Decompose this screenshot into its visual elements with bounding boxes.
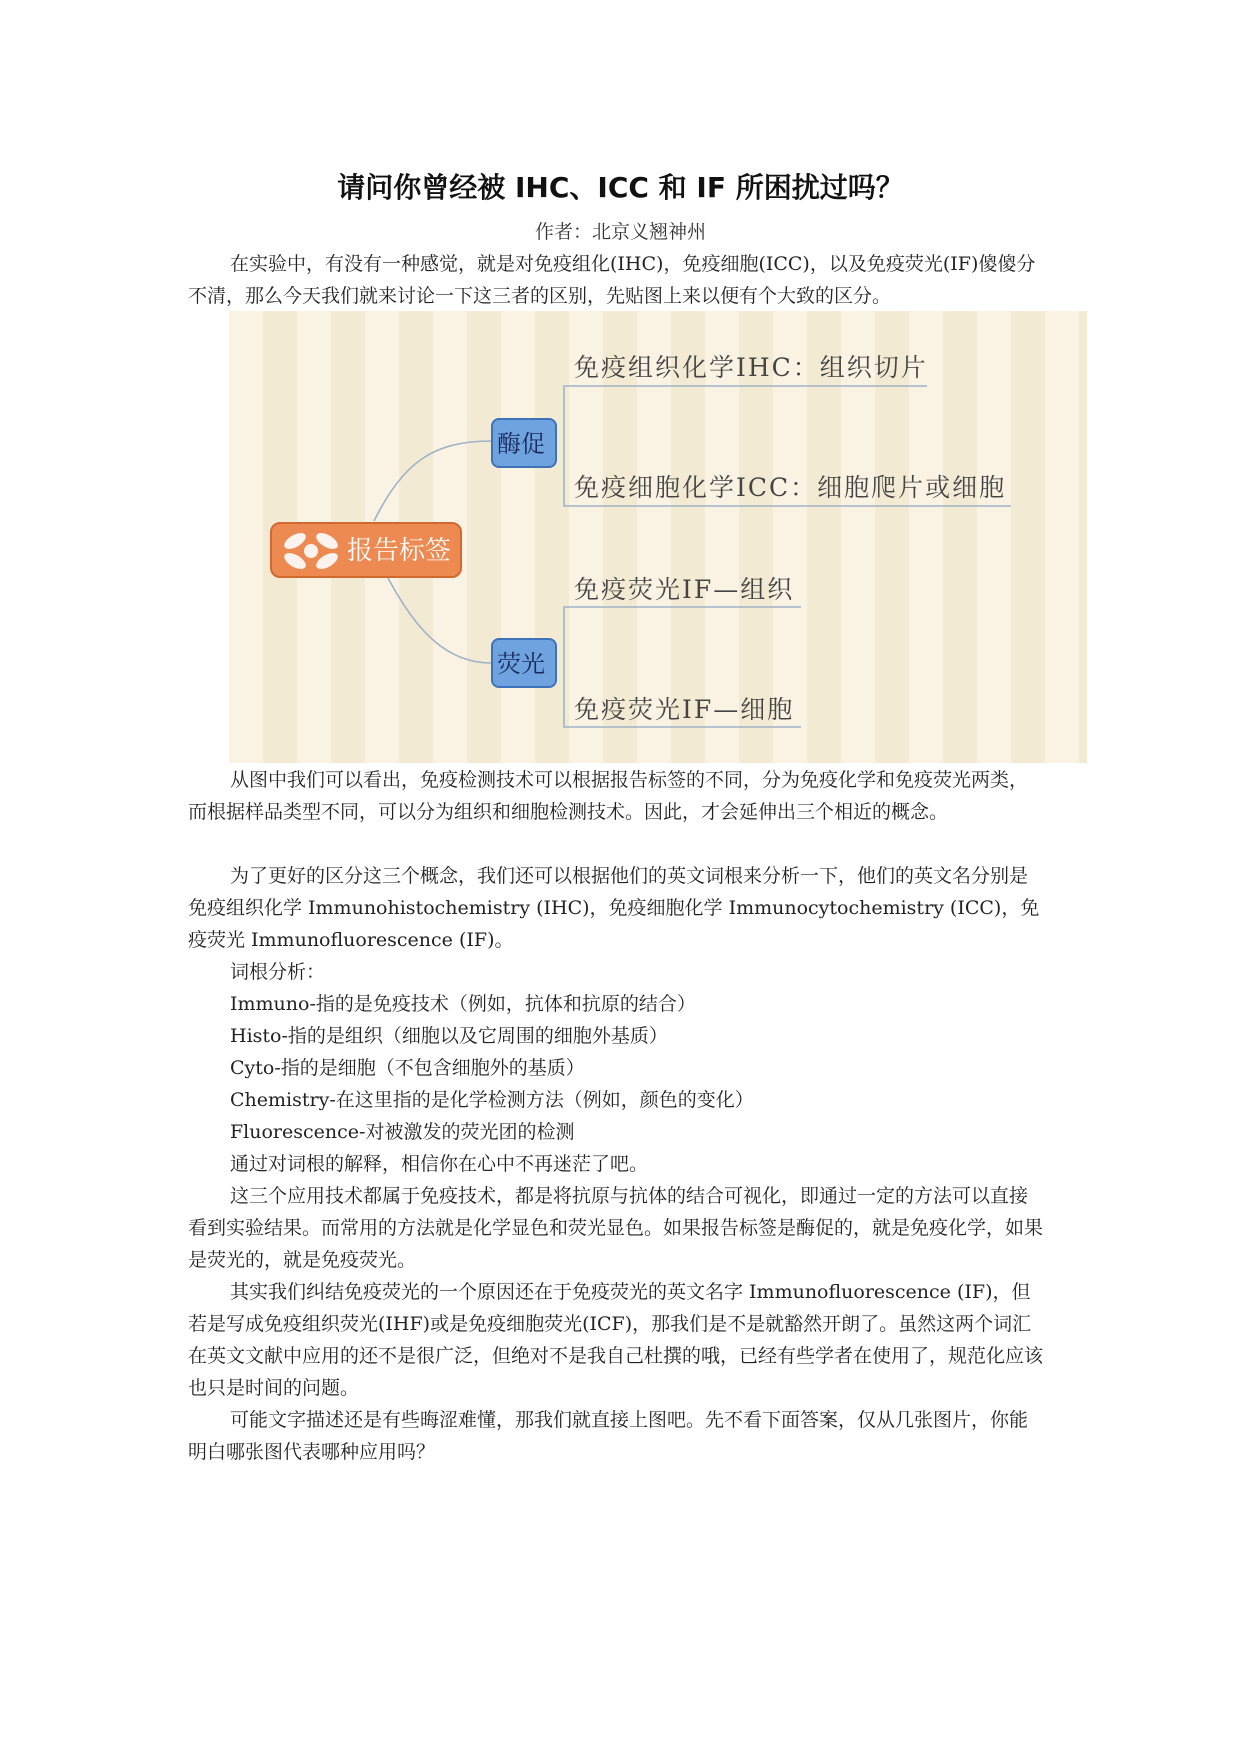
branch-label-fluor: 荧光 — [497, 650, 545, 678]
paragraph-4-text: 这三个应用技术都属于免疫技术，都是将抗原与抗体的结合可视化，即通过一定的方法可以直接看到实验结果。而常用的方法就是化学显色和荧光显色。如果报告标签是酶促的，就是免疫化学，如果是荧光的，就是免疫荧光。 — [188, 1185, 1044, 1271]
background-stripe — [501, 311, 535, 763]
intro-text: 在实验中，有没有一种感觉，就是对免疫组化(IHC)，免疫细胞(ICC)，以及免疫荧光(IF)傻傻分不清，那么今天我们就来讨论一下这三者的区别，先贴图上来以便有个大致的区分。 — [188, 253, 1036, 307]
root-item-immuno: Immuno-指的是免疫技术（例如，抗体和抗原的结合） — [230, 993, 696, 1015]
paragraph-3: 通过对词根的解释，相信你在心中不再迷茫了吧。 — [230, 1153, 649, 1175]
leaf-ihc: 免疫组织化学IHC：组织切片 — [574, 353, 928, 382]
background-stripe — [1011, 311, 1045, 763]
root-item-fluorescence: Fluorescence-对被激发的荧光团的检测 — [230, 1121, 575, 1143]
paragraph-6 — [188, 1404, 1046, 1468]
article-author: 作者：北京义翘神州 — [534, 221, 706, 243]
leaf-icc: 免疫细胞化学ICC：细胞爬片或细胞 — [574, 473, 1007, 502]
background-stripe — [977, 311, 1011, 763]
root-node-label: 报告标签 — [347, 536, 452, 566]
paragraph-2 — [188, 860, 1046, 956]
root-item-chemistry: Chemistry-在这里指的是化学检测方法（例如，颜色的变化） — [230, 1089, 754, 1111]
leaf-if-tissue: 免疫荧光IF—组织 — [574, 575, 795, 604]
intro-paragraph — [188, 248, 1046, 312]
root-node[interactable] — [271, 523, 461, 577]
background-stripe — [1079, 311, 1087, 763]
mindmap-svg — [229, 311, 1087, 763]
background-stripe — [467, 311, 501, 763]
paragraph-5-text: 其实我们纠结免疫荧光的一个原因还在于免疫荧光的英文名字 Immunofluorescence (IF)，但若是写成免疫组织荧光(IHF)或是免疫细胞荧光(ICF)，那我们是不是就豁然开朗了。虽然这两个词汇在英文文献中应用的还不是很广泛，但绝对不是我自己杜撰的哦，已经有些学者在使用了，规范化应该也只是时间的问题。 — [188, 1281, 1044, 1399]
paragraph-6-text: 可能文字描述还是有些晦涩难懂，那我们就直接上图吧。先不看下面答案，仅从几张图片，你能明白哪张图代表哪种应用吗？ — [188, 1409, 1029, 1463]
roots-heading: 词根分析： — [230, 961, 326, 983]
mindmap-figure — [229, 311, 1087, 763]
article-title: 请问你曾经被 IHC、ICC 和 IF 所困扰过吗？ — [337, 171, 904, 204]
paragraph-4 — [188, 1180, 1046, 1276]
branch-node-enzyme[interactable] — [492, 419, 556, 467]
background-stripe — [1045, 311, 1079, 763]
root-item-histo: Histo-指的是组织（细胞以及它周围的细胞外基质） — [230, 1025, 668, 1047]
background-stripe — [943, 311, 977, 763]
paragraph-1 — [188, 764, 1046, 828]
background-stripe — [229, 311, 263, 763]
paragraph-5 — [188, 1276, 1046, 1404]
branch-node-fluor[interactable] — [492, 639, 556, 687]
paragraph-1-text: 从图中我们可以看出，免疫检测技术可以根据报告标签的不同，分为免疫化学和免疫荧光两类，而根据样品类型不同，可以分为组织和细胞检测技术。因此，才会延伸出三个相近的概念。 — [188, 769, 1029, 823]
branch-label-enzyme: 酶促 — [497, 430, 545, 458]
root-item-cyto: Cyto-指的是细胞（不包含细胞外的基质） — [230, 1057, 585, 1079]
paragraph-2-text: 为了更好的区分这三个概念，我们还可以根据他们的英文词根来分析一下，他们的英文名分别是免疫组织化学 Immunohistochemistry (IHC)，免疫细胞化学 Immunocytochemistry (ICC)，免疫荧光 Immunofluorescence (IF)。 — [188, 865, 1040, 951]
leaf-if-cell: 免疫荧光IF—细胞 — [574, 695, 795, 724]
